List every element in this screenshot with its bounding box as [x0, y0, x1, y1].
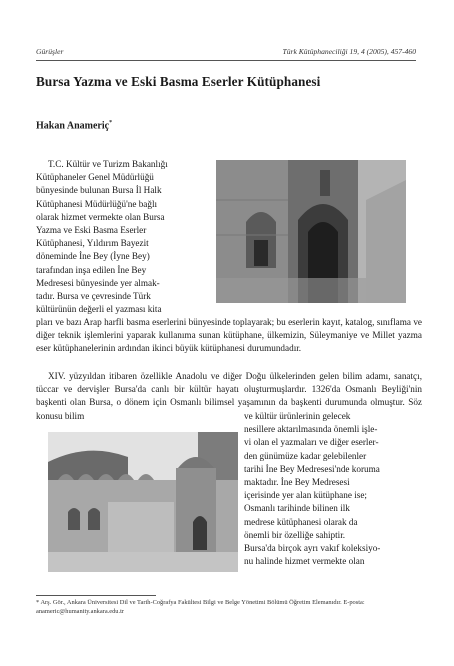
- right-column-line: nesillere aktarılmasında önemli işle-: [244, 424, 378, 435]
- medrese-facade-photo: [216, 160, 406, 303]
- intro-line: T.C. Kültür ve Turizm Bakanlığı: [48, 159, 168, 169]
- domes-illustration: [48, 432, 238, 572]
- right-column-line: ve kültür ürünlerinin gelecek: [244, 411, 351, 421]
- article-title: Bursa Yazma ve Eski Basma Eserler Kütüphanesi: [36, 74, 321, 89]
- intro-line: Medresesi bünyesinde yer almak-: [36, 277, 160, 288]
- right-column-line: medrese kütüphanesi olarak da: [244, 516, 358, 527]
- section-label: Gürüşler: [36, 47, 64, 56]
- intro-line: Kütüphanesi, Yıldırım Bayezit: [36, 238, 149, 249]
- intro-line: kültürünün değerli el yazması kita: [36, 304, 162, 315]
- intro-line: olarak hizmet vermekte olan Bursa: [36, 211, 165, 222]
- right-column-line: den günümüze kadar gelebilenler: [244, 450, 367, 461]
- author-footnote: * Arş. Gör., Ankara Üniversitesi Dil ve Tarih-Coğrafya Fakültesi Bilgi ve Belge Yönetimi Bölümü Öğretim Elemanıdır. E-posta: anameric@humanity.ankara.edu.tr: [36, 599, 365, 615]
- right-column-line: tarihi İne Bey Medresesi'nde koruma: [244, 463, 380, 474]
- running-header: [36, 47, 416, 59]
- intro-line: Yazma ve Eski Basma Eserler: [36, 225, 147, 236]
- author-name: Hakan Anameriç: [36, 120, 110, 132]
- header-rule: [36, 60, 416, 61]
- intro-line: Kütüphanesi Müdürlüğü'ne bağlı: [36, 198, 158, 209]
- author-footnote-mark: *: [109, 120, 113, 126]
- journal-citation: Türk Kütüphaneciliği 19, 4 (2005), 457-460: [282, 47, 416, 56]
- author-line: [36, 120, 112, 131]
- right-column-line: önemli bir özelliğe sahiptir.: [244, 529, 346, 540]
- body-paragraph-1-cont: pları ve bazı Arap harfli basma eserlerini bünyesinde toplayarak; bu eserlerin kayıt, katalog, sınıflama ve diğer teknik işlemlerini yaparak kullanıma sunan kütüphane, ülkemizin, Süleymaniye ve Millet yazma eser kütüphanelerinin ardından ikinci büyük kütüphanesi durumundadır.: [36, 317, 422, 354]
- right-column: [244, 410, 424, 568]
- medrese-domes-photo: [48, 432, 238, 572]
- intro-line: tarafından inşa edilen İne Bey: [36, 264, 147, 275]
- intro-line: tadır. Bursa ve çevresinde Türk: [36, 291, 151, 302]
- intro-line: Kütüphaneler Genel Müdürlüğü: [36, 172, 154, 183]
- footnote-rule: [36, 595, 156, 596]
- right-column-line: vi olan el yazmaları ve diğer eserler-: [244, 437, 379, 448]
- right-column-line: Bursa'da birçok ayrı vakıf koleksiyo-: [244, 543, 381, 554]
- body-paragraph-2: XIV. yüzyıldan itibaren özellikle Anadolu ve diğer Doğu ülkelerinden gelen bilim adamı, sanatçı, tüccar ve dervişler Bursa'da canlı bir kültür hayatı oluşturmuşlardır. 1326'da Osmanlı Beyliği'nin başkenti olan Bursa, o dönem için Osmanlı bilimsel yaşamının da başkenti durumunda olmuştur. Söz konusu bilim: [36, 371, 422, 421]
- right-column-line: maktadır. İne Bey Medresesi: [244, 477, 350, 488]
- right-column-line: Osmanlı tarihinde bilinen ilk: [244, 503, 350, 514]
- intro-line: döneminde İne Bey (İyne Bey): [36, 251, 150, 262]
- right-column-line: içerisinde yer alan kütüphane ise;: [244, 490, 367, 501]
- intro-line: bünyesinde bulunan Bursa İl Halk: [36, 185, 162, 196]
- right-column-line: nu halinde hizmet vermekte olan: [244, 556, 365, 567]
- intro-column: [36, 158, 210, 316]
- facade-illustration: [216, 160, 406, 303]
